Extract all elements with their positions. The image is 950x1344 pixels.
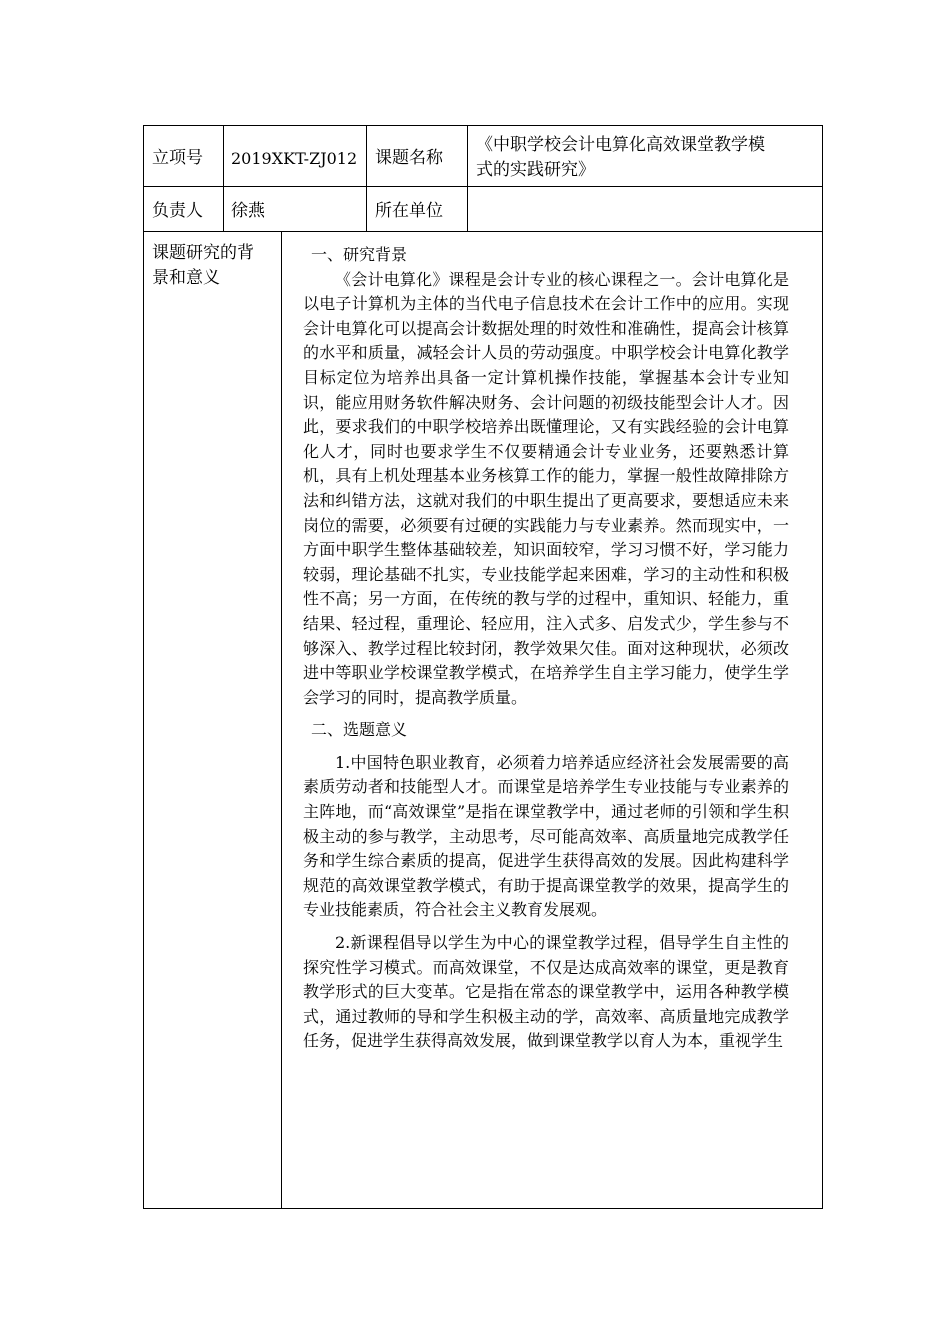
row-divider <box>143 231 823 232</box>
column-divider <box>467 125 468 231</box>
project-number-label: 立项号 <box>152 148 203 168</box>
column-divider <box>223 125 224 231</box>
owner-label: 负责人 <box>152 201 203 221</box>
column-divider <box>366 125 367 231</box>
significance-paragraph-1: 1.中国特色职业教育，必须着力培养适应经济社会发展需要的高素质劳动者和技能型人才。而课堂是培养学生专业技能与专业素养的主阵地，而“高效课堂”是指在课堂教学中，通过老师的引领和学生积极主动的参与教学，主动思考，尽可能高效率、高质量地完成教学任务和学生综合素质的提高，促进学生获得高效的发展。因此构建科学规范的高效课堂教学模式，有助于提高课堂教学的效果，提高学生的专业技能素质，符合社会主义教育发展观。 <box>303 752 789 920</box>
column-divider <box>281 231 282 1209</box>
project-title-line1: 《中职学校会计电算化高效课堂教学模 <box>476 135 765 155</box>
background-label-line2: 景和意义 <box>152 268 220 288</box>
section-heading-background: 一、研究背景 <box>311 245 408 264</box>
section-heading-significance: 二、选题意义 <box>311 720 408 740</box>
background-label-line1: 课题研究的背 <box>152 243 254 263</box>
row-divider <box>143 186 823 187</box>
unit-label: 所在单位 <box>375 201 443 221</box>
owner-value: 徐燕 <box>231 201 265 221</box>
project-title-line2: 式的实践研究》 <box>476 160 595 180</box>
significance-paragraph-2: 2.新课程倡导以学生为中心的课堂教学过程，倡导学生自主性的探究性学习模式。而高效课堂，不仅是达成高效率的课堂，更是教育教学形式的巨大变革。它是指在常态的课堂教学中，运用各种教学模式，通过教师的导和学生积极主动的学，高效率、高质量地完成教学任务，促进学生获得高效发展，做到课堂教学以育人为本，重视学生 <box>303 933 789 1051</box>
background-content <box>303 243 789 1054</box>
project-number-value: 2019XKT-ZJ012 <box>231 149 358 168</box>
project-title-label: 课题名称 <box>375 148 443 168</box>
background-paragraph: 《会计电算化》课程是会计专业的核心课程之一。会计电算化是以电子计算机为主体的当代电子信息技术在会计工作中的应用。实现会计电算化可以提高会计数据处理的时效性和准确性，提高会计核算的水平和质量，减轻会计人员的劳动强度。中职学校会计电算化教学目标定位为培养出具备一定计算机操作技能，掌握基本会计专业知识，能应用财务软件解决财务、会计问题的初级技能型会计人才。因此，要求我们的中职学校培养出既懂理论，又有实践经验的会计电算化人才，同时也要求学生不仅要精通会计专业业务，还要熟悉计算机，具有上机处理基本业务核算工作的能力，掌握一般性故障排除方法和纠错方法，这就对我们的中职生提出了更高要求，要想适应未来岗位的需要，必须要有过硬的实践能力与专业素养。然而现实中，一方面中职学生整体基础较差，知识面较窄，学习习惯不好，学习能力较弱，理论基础不扎实，专业技能学起来困难，学习的主动性和积极性不高；另一方面，在传统的教与学的过程中，重知识、轻能力，重结果、轻过程，重理论、轻应用，注入式多、启发式少，学生参与不够深入、教学过程比较封闭，教学效果欠佳。面对这种现状，必须改进中等职业学校课堂教学模式，在培养学生自主学习能力，使学生学会学习的同时，提高教学质量。 <box>303 269 789 707</box>
